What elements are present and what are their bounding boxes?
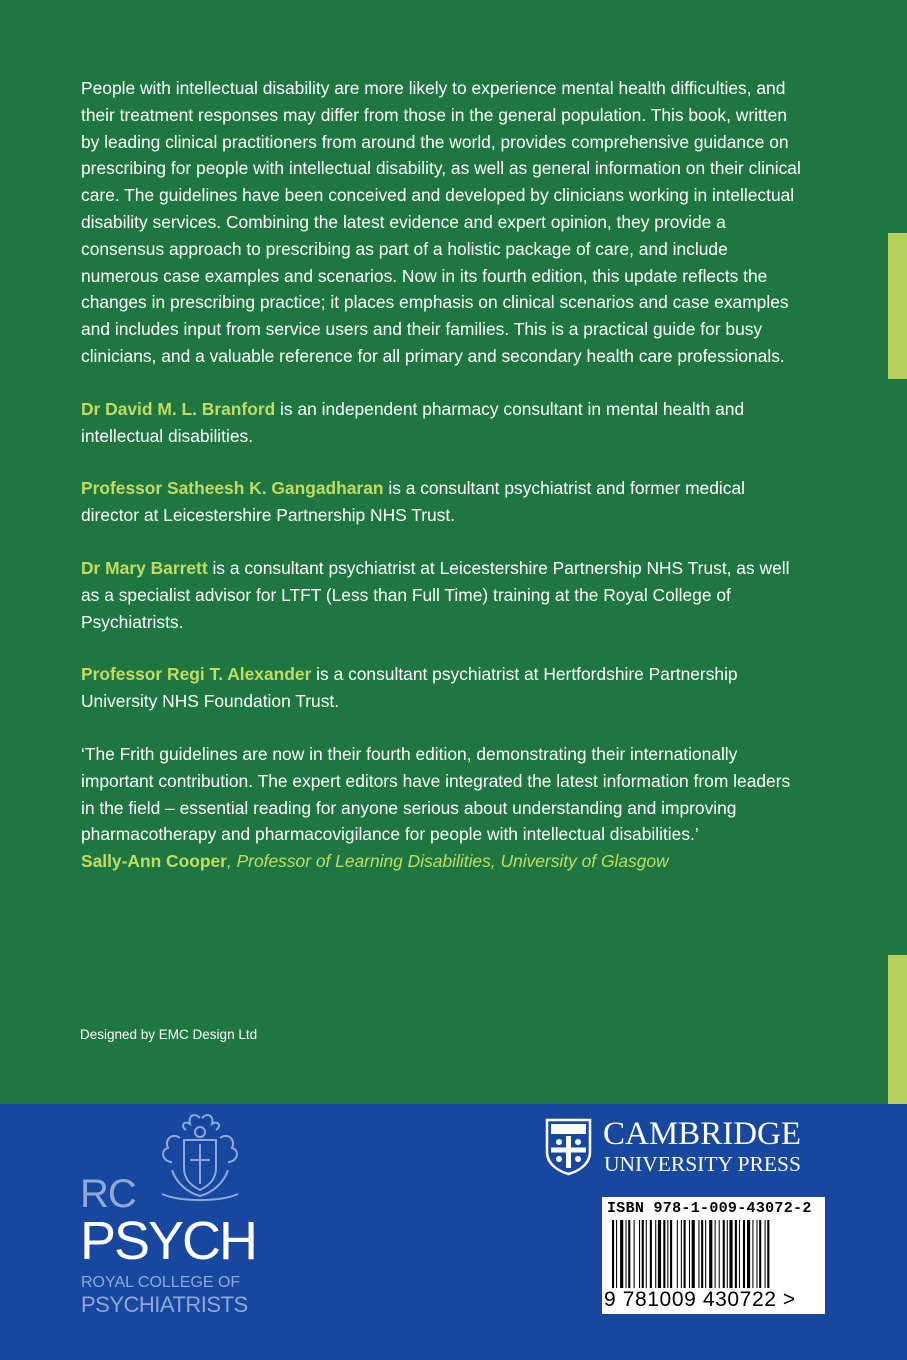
quote-affiliation: Professor of Learning Disabilities, University of Glasgow <box>236 851 669 872</box>
royal-college-of-label: ROYAL COLLEGE OF <box>81 1274 241 1291</box>
author-bio-barrett <box>81 555 801 635</box>
barcode-bars-icon <box>612 1220 817 1288</box>
book-blurb: People with intellectual disability are more likely to experience mental health difficulties, and their treatment responses may differ from those in the general population. This book, written by leading clinical practitioners from around the world, provides comprehensive guidance on prescribing for people with intellectual disability, as well as general information on their clinical care. The guidelines have been conceived and developed by clinicians working in intellectual disability services. Combining the latest evidence and expert opinion, they provide a consensus approach to prescribing as part of a holistic package of care, and include numerous case examples and scenarios. Now in its fourth edition, this update reflects the changes in prescribing practice; it places emphasis on clinical scenarios and case examples and includes input from service users and their families. This is a practical guide for busy clinicians, and a valuable reference for all primary and secondary health care professionals. <box>81 78 801 366</box>
author-name: Professor Regi T. Alexander <box>81 664 312 685</box>
author-name: Dr David M. L. Branford <box>81 398 276 419</box>
university-press-wordmark: UNIVERSITY PRESS <box>604 1152 801 1176</box>
rc-wordmark: RC <box>80 1172 136 1216</box>
barcode-digits: 9 781009 430722 > <box>604 1288 796 1311</box>
endorsement-quote <box>81 741 801 875</box>
designer-credit: Designed by EMC Design Ltd <box>80 1027 258 1042</box>
quote-text: ‘The Frith guidelines are now in their fourth edition, demonstrating their internationally important contribution. The expert editors have integrated the latest information from leaders in the field – essential reading for anyone serious about understanding and improving pharmacotherapy and pharmacovigilance for people with intellectual disabilities.’ <box>81 743 791 845</box>
rcpsych-logo <box>80 1110 257 1320</box>
side-tab-lower <box>888 955 907 1104</box>
cambridge-wordmark: CAMBRIDGE <box>603 1116 802 1152</box>
author-bio-gangadharan <box>81 475 801 529</box>
isbn-barcode <box>602 1197 825 1314</box>
cambridge-shield-icon <box>545 1118 592 1176</box>
cambridge-university-press-logo <box>545 1118 835 1178</box>
side-tab-upper <box>888 233 907 379</box>
author-description: is a consultant psychiatrist and former medical director at Leicestershire Partnership NHS Trust. <box>81 478 745 526</box>
psych-wordmark: PSYCH <box>80 1211 257 1271</box>
author-bio-branford <box>81 396 801 450</box>
isbn-label: ISBN 978-1-009-43072-2 <box>607 1200 812 1217</box>
author-description: is a consultant psychiatrist at Hertfordshire Partnership University NHS Foundation Trust. <box>81 664 738 712</box>
author-bio-alexander <box>81 661 801 715</box>
author-description: is an independent pharmacy consultant in mental health and intellectual disabilities. <box>81 398 745 446</box>
author-name: Professor Satheesh K. Gangadharan <box>81 478 384 499</box>
quote-separator: , <box>226 851 237 872</box>
author-name: Dr Mary Barrett <box>81 557 208 578</box>
quote-author: Sally-Ann Cooper <box>81 851 227 872</box>
author-description: is a consultant psychiatrist at Leicestershire Partnership NHS Trust, as well as a specialist advisor for LTFT (Less than Full Time) training at the Royal College of Psychiatrists. <box>81 557 790 632</box>
royal-college-crest-icon <box>150 1110 250 1205</box>
back-cover-text <box>81 75 801 901</box>
psychiatrists-label: PSYCHIATRISTS <box>81 1292 248 1317</box>
